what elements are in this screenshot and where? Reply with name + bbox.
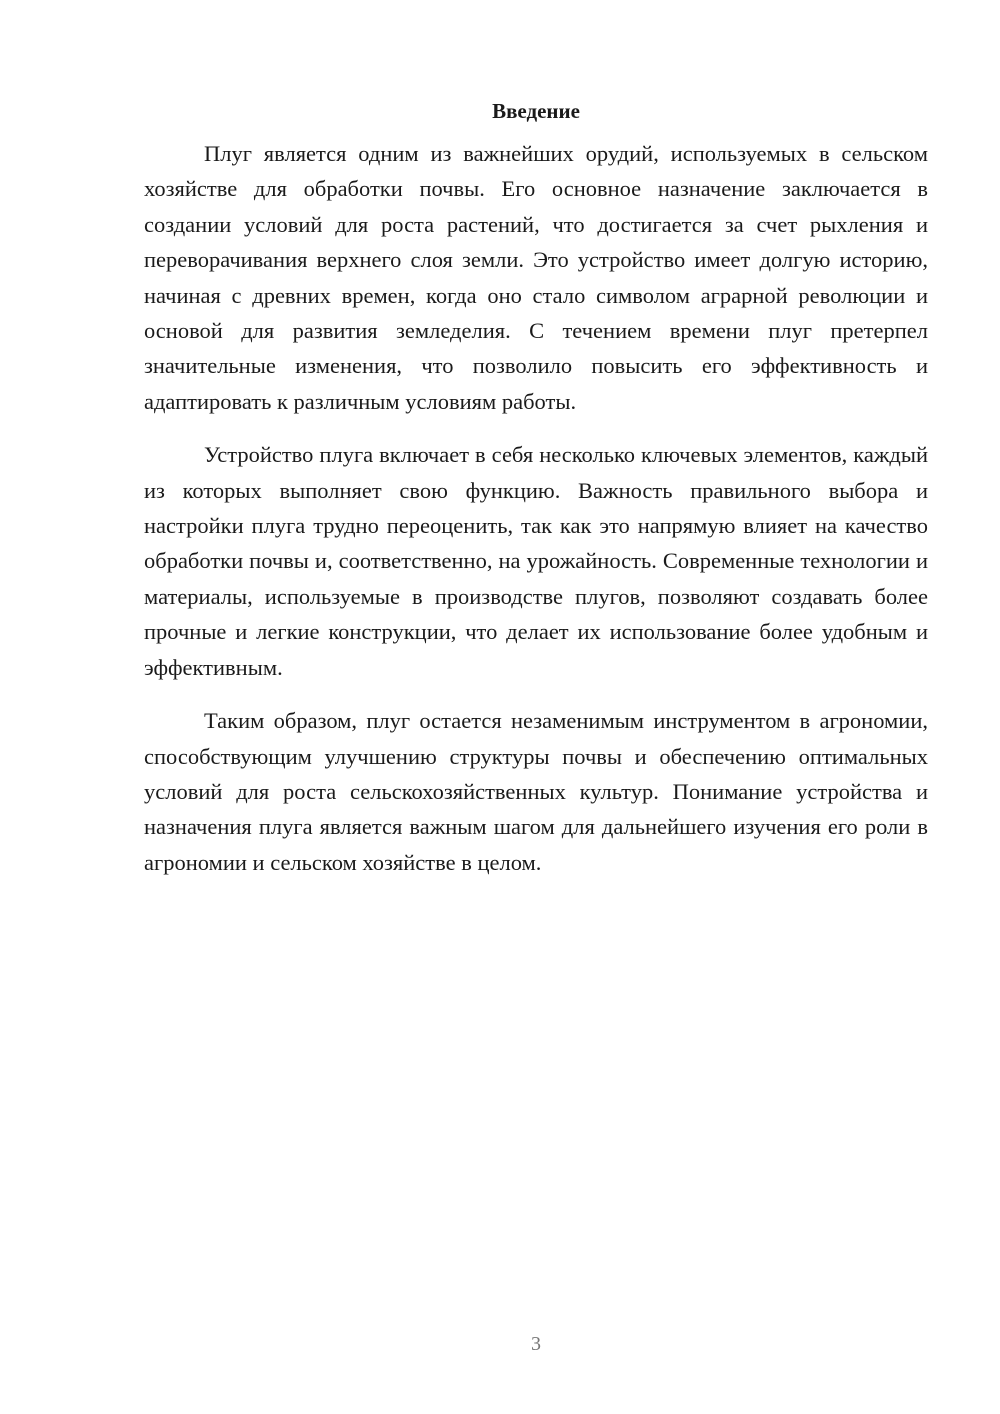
page-number: 3 xyxy=(531,1333,541,1355)
paragraph-3: Таким образом, плуг остается незаменимым инструментом в агрономии, способствующим улучшению структуры почвы и обеспечению оптимальных условий для роста сельскохозяйственных культур. Понимание устройства и назначения плуга является важным шагом для дальнейшего изучения его роли в агрономии и сельском хозяйстве в целом. xyxy=(144,708,928,875)
page-content xyxy=(144,96,928,898)
paragraph-2: Устройство плуга включает в себя несколько ключевых элементов, каждый из которых выполняет свою функцию. Важность правильного выбора и настройки плуга трудно переоценить, так как это напрямую влияет на качество обработки почвы и, соответственно, на урожайность. Современные технологии и материалы, используемые в производстве плугов, позволяют создавать более прочные и легкие конструкции, что делает их использование более удобным и эффективным. xyxy=(144,442,928,680)
section-heading: Введение xyxy=(492,99,580,123)
paragraph-1: Плуг является одним из важнейших орудий, используемых в сельском хозяйстве для обработки почвы. Его основное назначение заключается в создании условий для роста растений, что достигается за счет рыхления и переворачивания верхнего слоя земли. Это устройство имеет долгую историю, начиная с древних времен, когда оно стало символом аграрной революции и основой для развития земледелия. С течением времени плуг претерпел значительные изменения, что позволило повысить его эффективность и адаптировать к различным условиям работы. xyxy=(144,141,928,414)
